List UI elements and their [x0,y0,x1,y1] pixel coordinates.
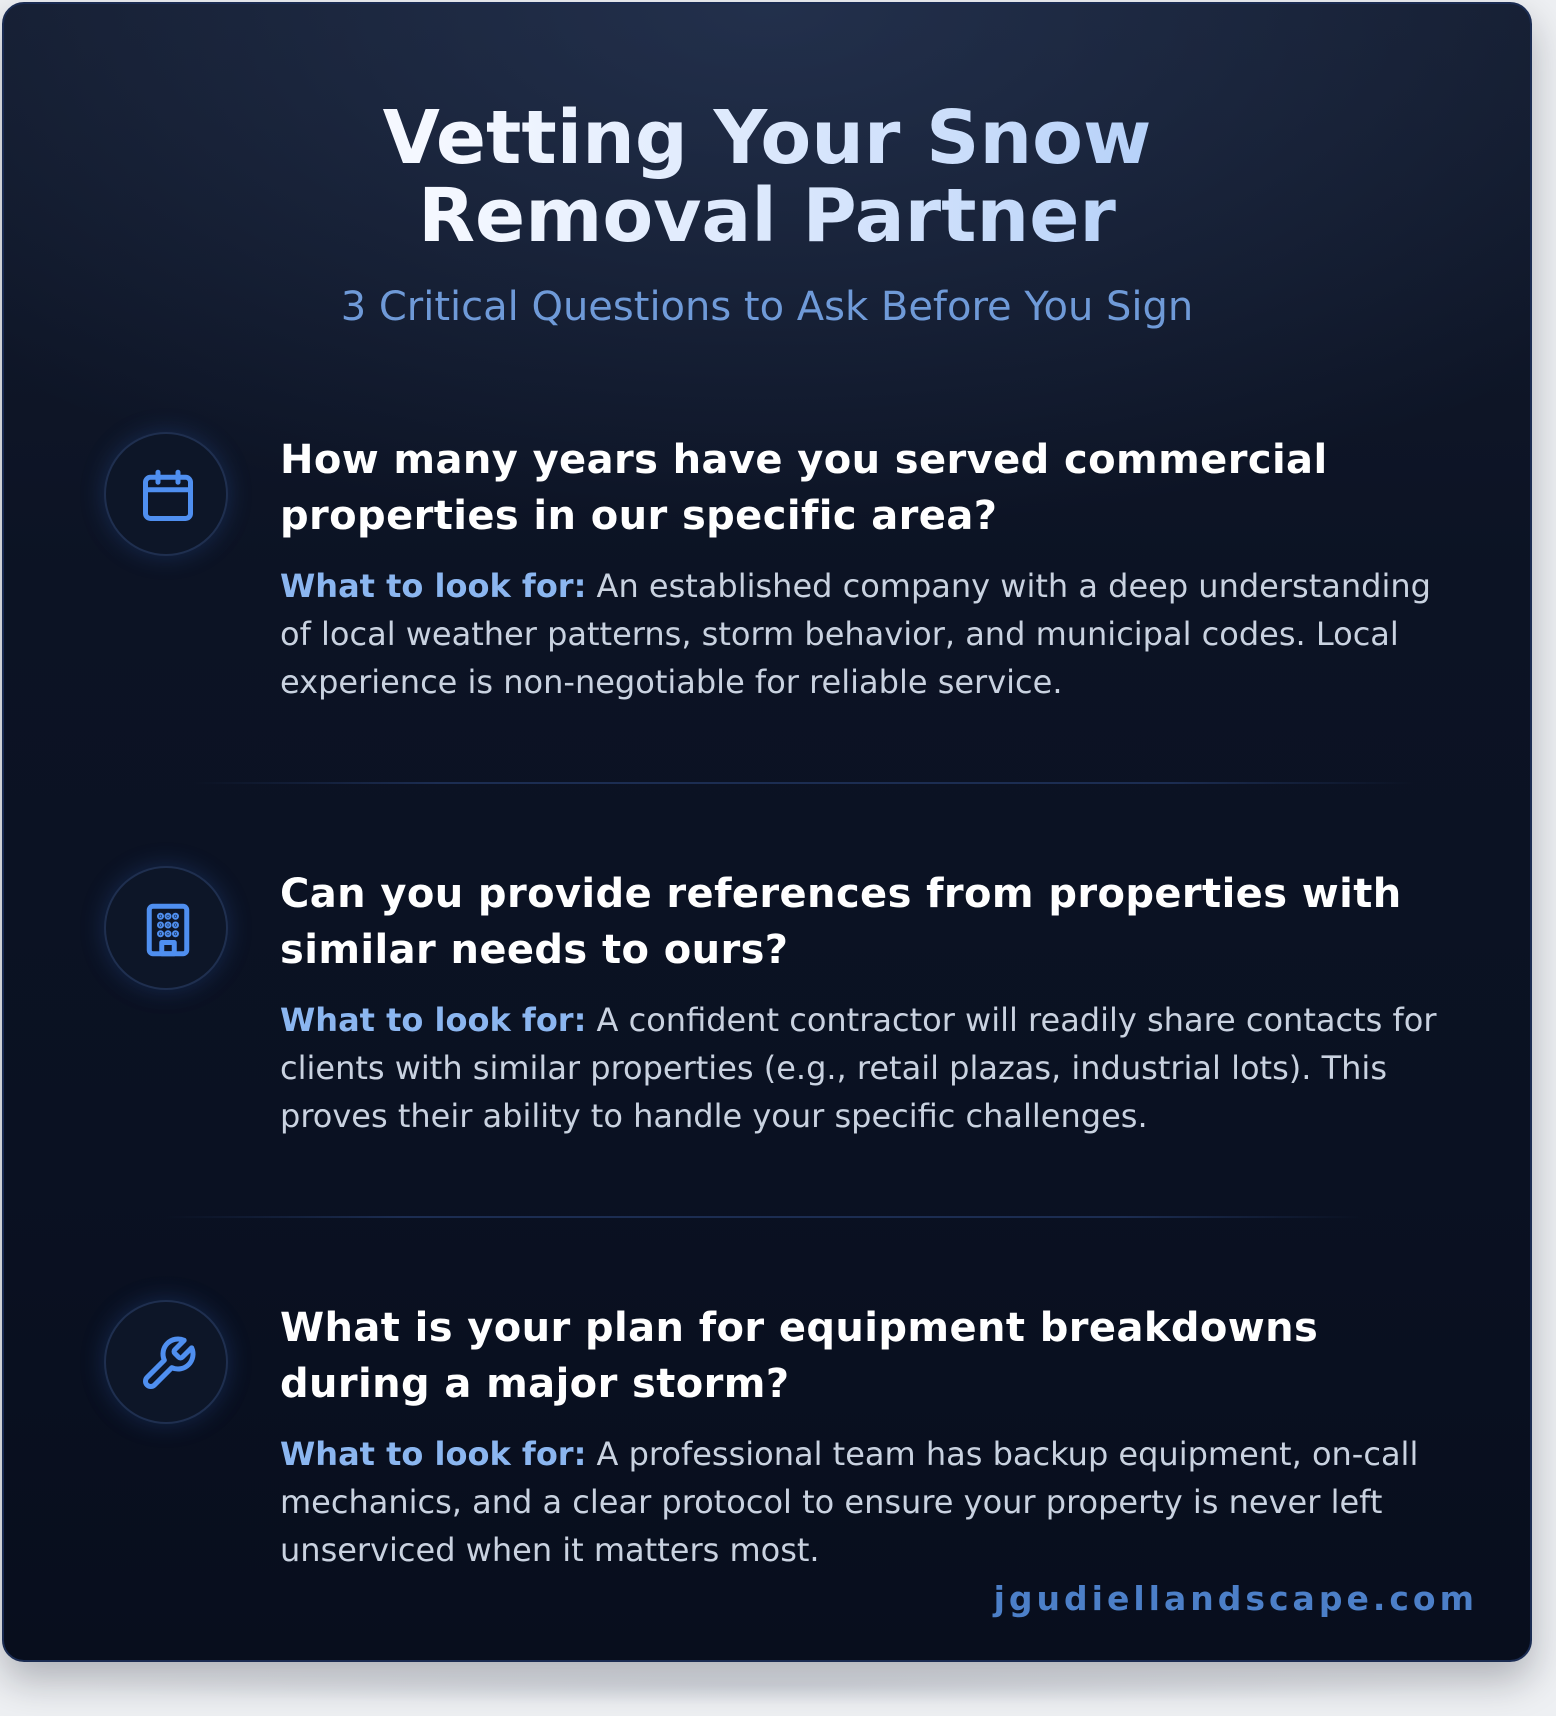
look-for-label: What to look for: [280,1435,587,1473]
answer-text: A confident contractor will readily share contacts for clients with similar properties (e.g., retail plazas, industrial lots). This proves their ability to handle your specific challenges. [280,1001,1437,1135]
question-title: Can you provide references from properties with similar needs to ours? [280,871,1402,973]
question-answer [280,562,1460,706]
divider [194,782,1414,784]
calendar-icon-badge [104,432,228,556]
question-title: What is your plan for equipment breakdowns during a major storm? [280,1305,1319,1407]
card-shadow [40,1665,1510,1705]
building-icon-badge [104,866,228,990]
look-for-label: What to look for: [280,567,587,605]
page-title: Vetting Your Snow Removal Partner [4,99,1530,255]
question-item-3 [4,1300,1530,1600]
wrench-icon-badge [104,1300,228,1424]
calendar-icon [138,466,198,526]
website-url: jgudiellandscape.com [993,1579,1478,1618]
building-icon [138,900,198,960]
question-item-2 [4,866,1530,1166]
page-subtitle: 3 Critical Questions to Ask Before You Sign [340,284,1194,330]
infographic-card [2,2,1532,1662]
question-title: How many years have you served commercial properties in our specific area? [280,437,1328,539]
divider [164,1216,1364,1218]
question-answer [280,1430,1460,1574]
answer-text: An established company with a deep understanding of local weather patterns, storm behavior, and municipal codes. Local experience is non-negotiable for reliable service. [280,567,1431,701]
question-answer [280,996,1460,1140]
wrench-icon [138,1334,198,1394]
answer-text: A professional team has backup equipment, on-call mechanics, and a clear protocol to ensure your property is never left unserviced when it matters most. [280,1435,1419,1569]
look-for-label: What to look for: [280,1001,587,1039]
question-item-1 [4,432,1530,732]
